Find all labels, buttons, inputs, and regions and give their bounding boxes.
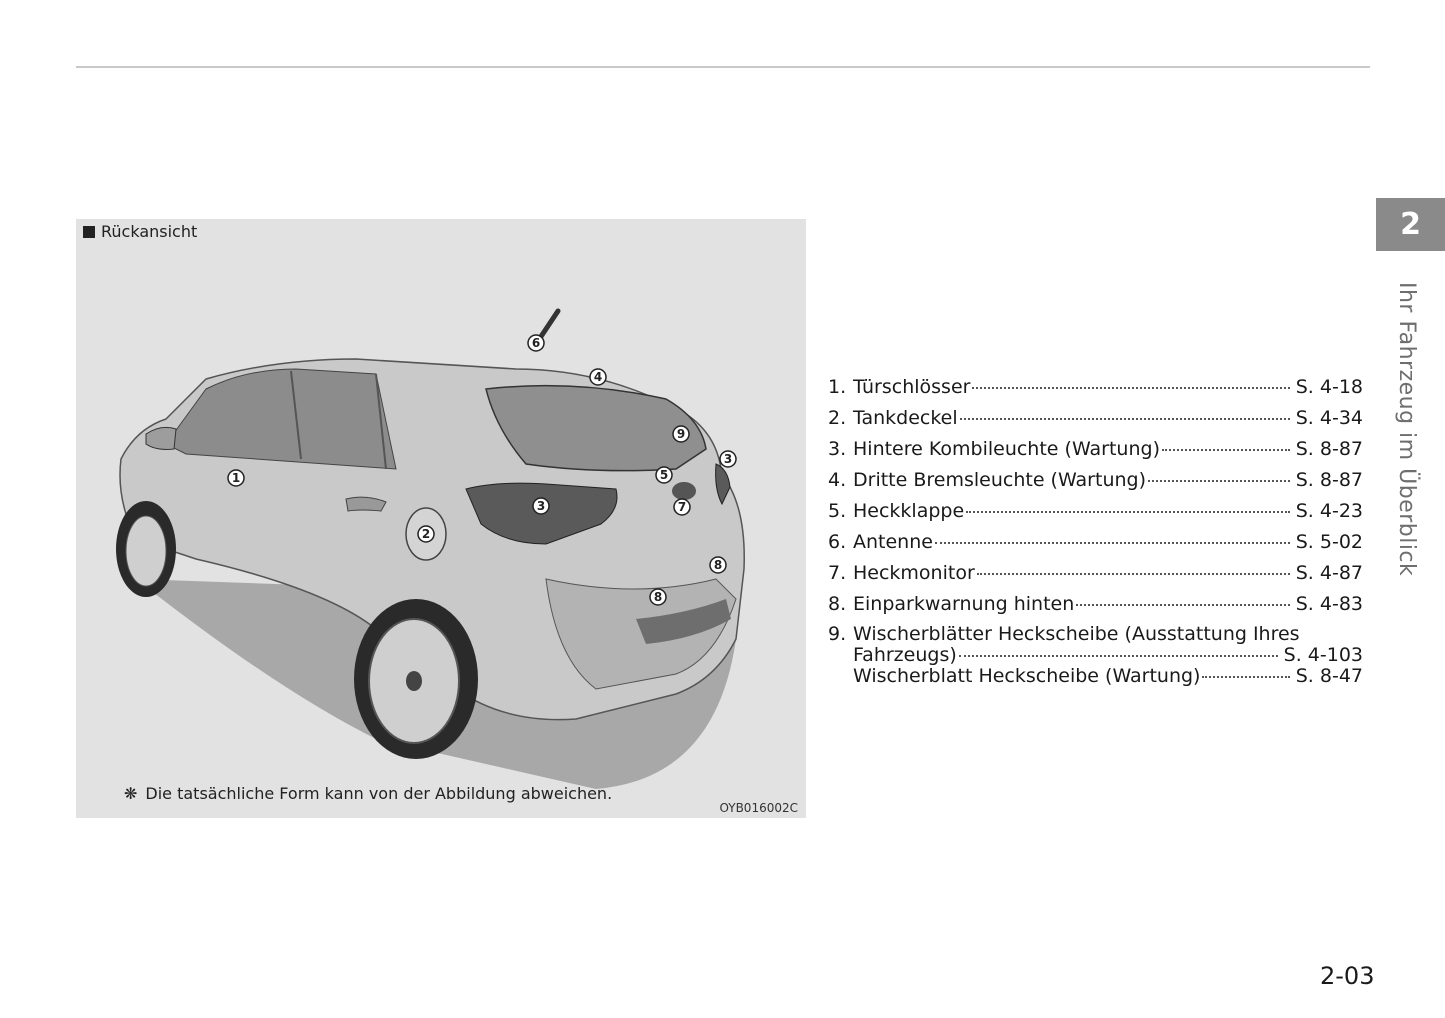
rear-view-figure xyxy=(76,219,806,818)
index-item xyxy=(828,434,1363,465)
leader-dots xyxy=(935,541,1290,544)
index-page-ref: S. 4-87 xyxy=(1295,562,1363,584)
index-label: Hintere Kombileuchte (Wartung) xyxy=(853,438,1160,460)
index-page-ref: S. 4-83 xyxy=(1295,593,1363,615)
callout-8-right xyxy=(710,557,726,573)
figure-title-text: Rückansicht xyxy=(101,222,198,241)
index-item xyxy=(828,372,1363,403)
index-label: Antenne xyxy=(853,531,933,553)
index-item xyxy=(828,496,1363,527)
leader-dots xyxy=(1202,675,1289,678)
callout-4 xyxy=(590,369,606,385)
leader-dots xyxy=(1162,448,1290,451)
svg-text:5: 5 xyxy=(659,468,669,482)
callout-2 xyxy=(418,526,434,542)
index-row xyxy=(828,624,1363,645)
index-item xyxy=(828,589,1363,620)
index-page-ref: S. 4-18 xyxy=(1295,376,1363,398)
svg-text:6: 6 xyxy=(531,336,541,350)
figure-note-text: Die tatsächliche Form kann von der Abbildung abweichen. xyxy=(145,784,613,803)
page-number: 2-03 xyxy=(1320,962,1375,990)
index-label: Dritte Bremsleuchte (Wartung) xyxy=(853,469,1146,491)
svg-text:1: 1 xyxy=(231,471,241,485)
asterisk-icon: ❋ xyxy=(124,784,138,803)
callout-9 xyxy=(673,426,689,442)
leader-dots xyxy=(959,654,1278,657)
index-label: Fahrzeugs) xyxy=(853,644,957,666)
callout-3-left xyxy=(533,498,549,514)
leader-dots xyxy=(1148,479,1290,482)
car-rear-illustration xyxy=(76,219,806,818)
index-label: Tankdeckel xyxy=(853,407,958,429)
index-number: 6. xyxy=(828,531,847,553)
index-number: 7. xyxy=(828,562,847,584)
component-index-list xyxy=(828,372,1363,687)
index-label: Türschlösser xyxy=(853,376,971,398)
index-page-ref: S. 4-103 xyxy=(1283,644,1363,666)
leader-dots xyxy=(1076,603,1289,606)
index-item-wiper xyxy=(828,624,1363,687)
leader-dots xyxy=(960,417,1290,420)
figure-note xyxy=(124,784,612,803)
svg-text:9: 9 xyxy=(676,427,686,441)
index-number: 9. xyxy=(828,623,847,645)
index-row xyxy=(828,645,1363,666)
callout-3-right xyxy=(720,451,736,467)
index-number: 5. xyxy=(828,500,847,522)
index-label: Heckklappe xyxy=(853,500,965,522)
index-page-ref: S. 8-87 xyxy=(1295,438,1363,460)
index-page-ref: S. 8-87 xyxy=(1295,469,1363,491)
index-label: Einparkwarnung hinten xyxy=(853,593,1075,615)
index-page-ref: S. 8-47 xyxy=(1295,665,1363,687)
chapter-tab: 2 xyxy=(1376,198,1445,251)
top-rule xyxy=(76,66,1370,68)
svg-text:3: 3 xyxy=(723,452,733,466)
chapter-title: Ihr Fahrzeug im Überblick xyxy=(1394,282,1419,577)
svg-text:3: 3 xyxy=(536,499,546,513)
index-label: Heckmonitor xyxy=(853,562,975,584)
svg-text:7: 7 xyxy=(677,500,687,514)
index-number: 8. xyxy=(828,593,847,615)
callout-6 xyxy=(528,335,544,351)
index-number: 2. xyxy=(828,407,847,429)
index-label: Wischerblätter Heckscheibe (Ausstattung Ihres xyxy=(853,623,1300,645)
index-item xyxy=(828,465,1363,496)
index-number: 4. xyxy=(828,469,847,491)
leader-dots xyxy=(972,386,1289,389)
callout-7 xyxy=(674,499,690,515)
callout-1 xyxy=(228,470,244,486)
index-item xyxy=(828,527,1363,558)
index-page-ref: S. 5-02 xyxy=(1295,531,1363,553)
figure-code: OYB016002C xyxy=(719,801,798,815)
callout-5 xyxy=(656,467,672,483)
index-number: 1. xyxy=(828,376,847,398)
svg-text:8: 8 xyxy=(713,558,723,572)
index-number: 3. xyxy=(828,438,847,460)
index-label: Wischerblatt Heckscheibe (Wartung) xyxy=(853,665,1201,687)
leader-dots xyxy=(977,572,1290,575)
leader-dots xyxy=(966,510,1290,513)
svg-text:2: 2 xyxy=(421,527,431,541)
index-item xyxy=(828,403,1363,434)
svg-text:4: 4 xyxy=(593,370,603,384)
index-page-ref: S. 4-23 xyxy=(1295,500,1363,522)
index-row xyxy=(828,666,1363,687)
svg-text:8: 8 xyxy=(653,590,663,604)
callout-8-center xyxy=(650,589,666,605)
index-page-ref: S. 4-34 xyxy=(1295,407,1363,429)
index-item xyxy=(828,558,1363,589)
